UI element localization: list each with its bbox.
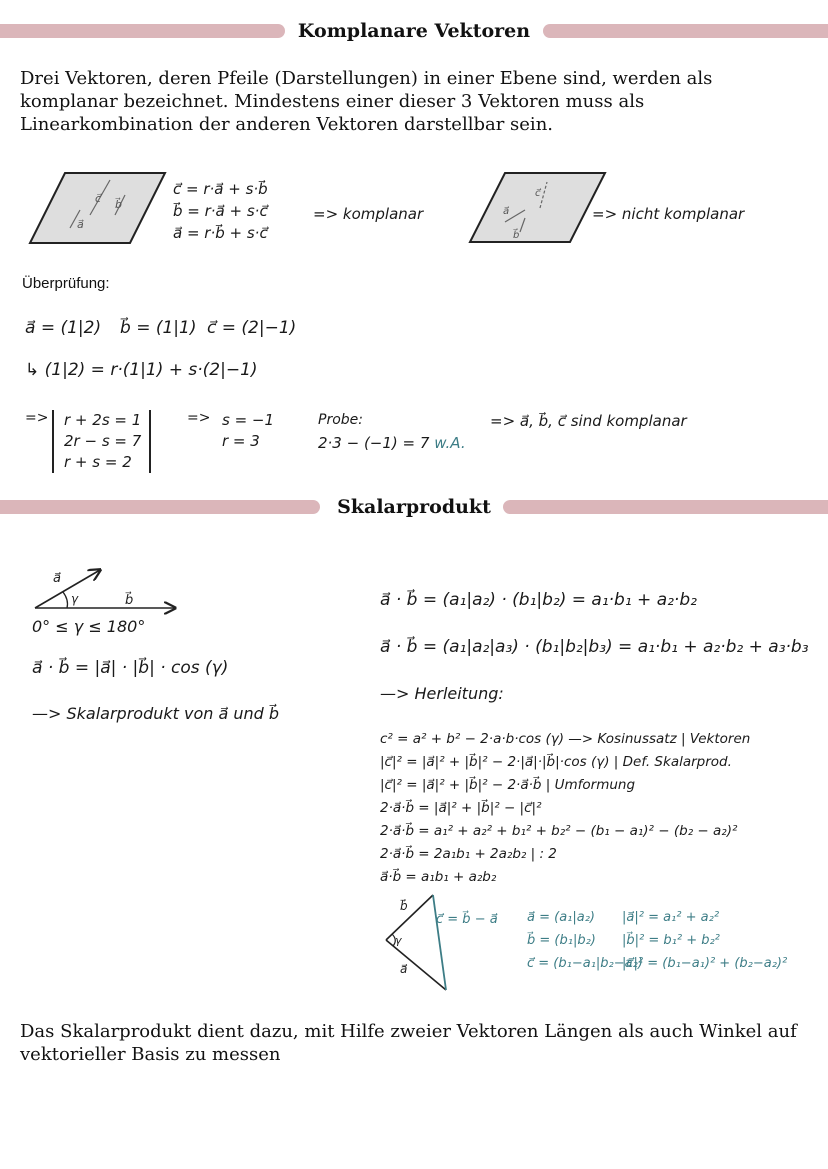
svg-text:b⃗: b⃗	[115, 198, 122, 211]
derivation-step: a⃗·b⃗ = a₁b₁ + a₂b₂	[380, 869, 497, 885]
system-equation: r + 2s = 1	[64, 411, 142, 429]
derivation-step: |c⃗|² = |a⃗|² + |b⃗|² − 2·|a⃗|·|b⃗|·cos (γ) | Def. Skalarprod.	[380, 754, 732, 770]
svg-text:c⃗: c⃗	[95, 192, 102, 205]
equation: a⃗ = r·b⃗ + s·c⃗	[173, 224, 268, 242]
derivation-step: 2·a⃗·b⃗ = |a⃗|² + |b⃗|² − |c⃗|²	[380, 800, 542, 816]
section-header-komplanar	[0, 20, 828, 42]
intro-paragraph: Drei Vektoren, deren Pfeile (Darstellungen) in einer Ebene sind, werden als komplanar bezeichnet. Mindestens einer dieser 3 Vektoren muss als Linearkombination der anderen Vektoren darstellbar sein.	[20, 68, 713, 135]
derivation-heading: —> Herleitung:	[380, 684, 504, 703]
derivation-steps	[380, 728, 750, 889]
component-vector: a⃗ = (a₁|a₂)	[527, 910, 596, 925]
section-header-skalarprodukt	[0, 496, 828, 518]
angle-diagram	[25, 562, 185, 624]
system-solution	[222, 410, 274, 452]
derivation-step: |c⃗|² = |a⃗|² + |b⃗|² − 2·a⃗·b⃗ | Umformung	[380, 777, 636, 793]
svg-text:a⃗: a⃗	[503, 206, 510, 217]
vector-a-definition: a⃗ = (1|2)	[25, 318, 102, 338]
check-heading: Überprüfung:	[22, 275, 110, 292]
derivation-step: 2·a⃗·b⃗ = a₁² + a₂² + b₁² + b₂² − (b₁ − a₁)² − (b₂ − a₂)²	[380, 823, 738, 839]
komplanar-label: => komplanar	[313, 205, 424, 223]
svg-text:b⃗: b⃗	[400, 899, 408, 913]
svg-text:a⃗: a⃗	[77, 218, 84, 231]
svg-text:b⃗: b⃗	[513, 230, 520, 241]
solution-value: r = 3	[222, 432, 260, 450]
vector-length: |b⃗|² = b₁² + b₂²	[622, 933, 720, 948]
derivation-step: 2·a⃗·b⃗ = 2a₁b₁ + 2a₂b₂ | : 2	[380, 846, 557, 862]
section-title-komplanar: Komplanare Vektoren	[290, 20, 538, 42]
equation: b⃗ = r·a⃗ + s·c⃗	[173, 202, 268, 220]
svg-text:c⃗: c⃗	[535, 188, 541, 199]
nicht-komplanar-label: => nicht komplanar	[592, 205, 745, 223]
solution-value: s = −1	[222, 411, 275, 429]
scalar-product-note: —> Skalarprodukt von a⃗ und b⃗	[32, 704, 280, 723]
svg-text:b⃗: b⃗	[125, 593, 134, 608]
vector-b-definition: b⃗ = (1|1)	[120, 318, 197, 338]
komplanar-conclusion: => a⃗, b⃗, c⃗ sind komplanar	[490, 412, 687, 430]
probe-result: w.A.	[434, 434, 466, 452]
linear-combination-ansatz: ↳ (1|2) = r·(1|1) + s·(2|−1)	[25, 360, 258, 380]
scalar-product-3d-formula: a⃗ · b⃗ = (a₁|a₂|a₃) · (b₁|b₂|b₃) = a₁·b₁ + a₂·b₂ + a₃·b₃	[380, 637, 809, 657]
svg-text:γ: γ	[71, 592, 79, 606]
plane-diagram-nicht-komplanar	[465, 170, 610, 245]
vector-triangle-diagram	[378, 890, 458, 995]
vector-lengths	[622, 906, 787, 975]
svg-text:a⃗: a⃗	[400, 962, 408, 976]
component-vector: c⃗ = (b₁−a₁|b₂−a₂)	[527, 956, 643, 971]
solution-arrow: =>	[187, 410, 211, 426]
probe-calculation	[318, 434, 466, 452]
angle-range: 0° ≤ γ ≤ 180°	[32, 617, 146, 636]
scalar-product-cos-formula: a⃗ · b⃗ = |a⃗| · |b⃗| · cos (γ)	[32, 658, 229, 678]
svg-text:a⃗: a⃗	[53, 571, 61, 586]
linear-combination-equations	[173, 178, 268, 244]
probe-calc: 2·3 − (−1) = 7	[318, 434, 430, 452]
vector-length: |c⃗|² = (b₁−a₁)² + (b₂−a₂)²	[622, 956, 788, 971]
probe-label: Probe:	[318, 412, 363, 428]
svg-text:γ: γ	[395, 934, 402, 947]
section-title-skalarprodukt: Skalarprodukt	[329, 496, 499, 518]
derivation-step: c² = a² + b² − 2·a·b·cos (γ) —> Kosinussatz | Vektoren	[380, 731, 751, 747]
equation-system	[52, 410, 151, 473]
system-equation: r + s = 2	[64, 453, 132, 471]
triangle-c-label: c⃗ = b⃗ − a⃗	[436, 912, 498, 927]
component-vector: b⃗ = (b₁|b₂)	[527, 933, 596, 948]
equation: c⃗ = r·a⃗ + s·b⃗	[173, 180, 268, 198]
vector-length: |a⃗|² = a₁² + a₂²	[622, 910, 720, 925]
scalar-product-2d-formula: a⃗ · b⃗ = (a₁|a₂) · (b₁|b₂) = a₁·b₁ + a₂·b₂	[380, 590, 697, 610]
summary-paragraph: Das Skalarprodukt dient dazu, mit Hilfe zweier Vektoren Längen als auch Winkel auf vektorieller Basis zu messen	[20, 1021, 797, 1065]
system-arrow: =>	[25, 410, 49, 426]
plane-diagram-komplanar	[25, 170, 170, 248]
vector-c-definition: c⃗ = (2|−1)	[207, 318, 297, 338]
system-equation: 2r − s = 7	[64, 432, 142, 450]
